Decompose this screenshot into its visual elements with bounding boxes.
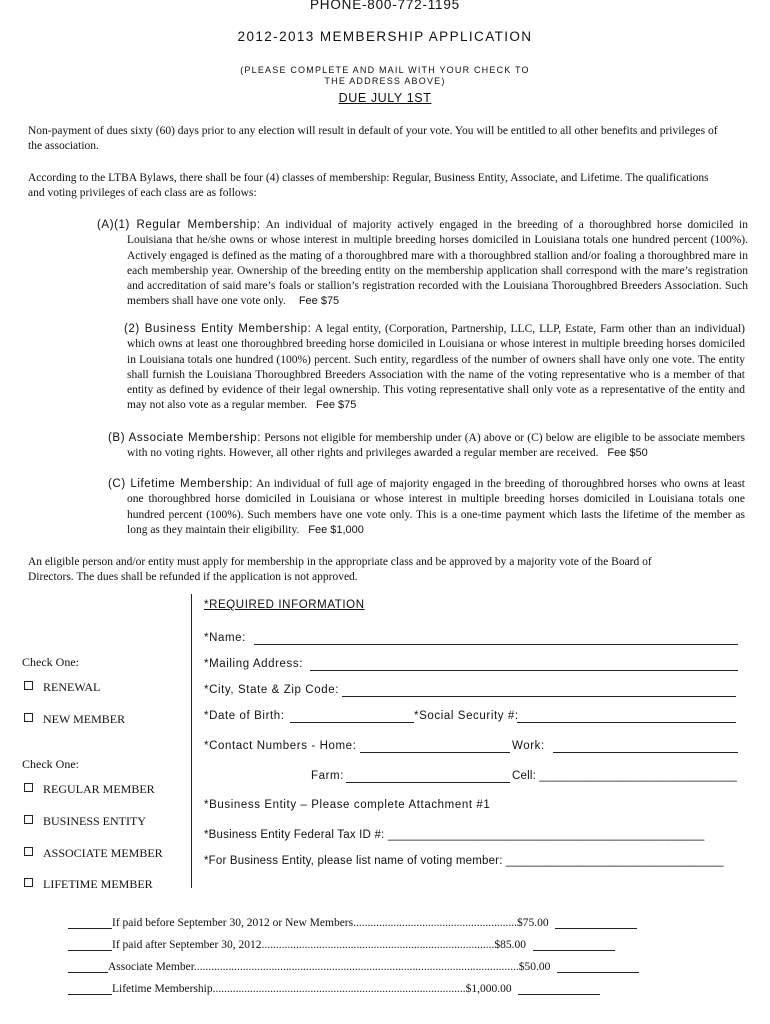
checkbox-icon[interactable] [24,847,33,856]
payment-amount-blank[interactable] [555,928,637,929]
class-associate-fee: Fee $50 [607,447,648,460]
instruction-line-2: THE ADDRESS ABOVE) [324,76,446,86]
eligibility-paragraph: An eligible person and/or entity must apply for membership in the appropriate class and be approved by a majority vote of the Board of Directors. The dues shall be refunded if the application is not approved. [28,556,652,584]
dob-label: *Date of Birth: [204,710,285,722]
class-regular-fee: Fee $75 [298,295,340,308]
checkbox-associate-member[interactable]: ASSOCIATE MEMBER [24,846,163,861]
class-regular-text: An individual of majority actively engaged in the breeding of a thoroughbred horse domiciled in Louisiana that he/she owns or whose interest in multiple breeding horses domiciled in Louisiana totals one hundred percent (100%). Actively engaged is defined as the mating of a thoroughbred mare with a thoroughbred stallion and/or foaling a thoroughbred mare in each membership year. Ownership of the breeding entity on the membership application shall correspond with the mare’s registration and accreditation of said mare’s foals or stallion’s registration recorded with the Louisiana Thoroughbred Breeders Association. Such members shall have one vote only. [127,219,748,308]
payment-row: If paid after September 30, 2012.................................................................................$85.00 [68,939,708,953]
class-associate-label: (B) Associate Membership: [108,432,262,444]
instruction-line-1: (PLEASE COMPLETE AND MAIL WITH YOUR CHECK TO [240,65,530,75]
payment-check-blank[interactable] [68,928,112,929]
payment-check-blank[interactable] [68,994,112,995]
class-lifetime-text: An individual of full age of majority engaged in the breeding of thoroughbred horses who owns at least one thoroughbred horse domiciled in Louisiana or whose interest in multiple breeding horses domiciled in Louisiana totals one hundred percent (100%). Such members have one vote only. This is a one-time payment which lasts the lifetime of the member as long as they maintain their eligibility. [127,478,745,536]
checkbox-lifetime-member[interactable]: LIFETIME MEMBER [24,877,153,892]
payment-check-blank[interactable] [68,972,108,973]
due-date: DUE JULY 1ST [338,91,432,105]
class-business-label: (2) Business Entity Membership: [124,323,312,335]
voting-member-field[interactable]: *For Business Entity, please list name of voting member: _________________________________ [204,855,724,867]
checkbox-icon[interactable] [24,783,33,792]
ssn-field[interactable] [517,722,736,723]
city-state-zip-label: *City, State & Zip Code: [204,684,339,696]
checkbox-business-entity[interactable]: BUSINESS ENTITY [24,814,146,829]
business-attachment-note: *Business Entity – Please complete Attachment #1 [204,799,491,811]
mailing-address-field[interactable] [310,670,738,671]
payment-amount-blank[interactable] [533,950,615,951]
class-associate-text: Persons not eligible for membership under (A) above or (C) below are eligible to be associate members with no voting rights. However, all other rights and privileges awarded a regular member are received. [127,432,745,460]
dob-field[interactable] [290,722,414,723]
checkbox-icon[interactable] [24,713,33,722]
class-lifetime-fee: Fee $1,000 [308,523,364,536]
payment-amount-blank[interactable] [557,972,639,973]
class-regular [97,218,748,310]
payment-amount-blank[interactable] [518,994,600,995]
farm-phone-field[interactable] [346,782,510,783]
farm-label: Farm: [311,770,345,782]
check-one-heading-2: Check One: [22,757,79,771]
form-divider [191,594,192,888]
checkbox-new-member[interactable]: NEW MEMBER [24,712,125,727]
page-title: 2012-2013 MEMBERSHIP APPLICATION [237,29,533,44]
contact-home-label: *Contact Numbers - Home: [204,740,357,752]
class-business-fee: Fee $75 [315,399,357,412]
tax-id-field[interactable]: *Business Entity Federal Tax ID #: ________________________________________________ [204,829,705,841]
payment-row: Associate Member.................................................................................................................$50.00 [68,961,708,975]
checkbox-icon[interactable] [24,681,33,690]
phone-number: PHONE-800-772-1195 [310,0,460,12]
class-business-text: A legal entity, (Corporation, Partnership, LLC, LLP, Estate, Farm other than an individual) which owns at least one thoroughbred breeding horse domiciled in Louisiana or whose interest in multiple breeding horses domiciled in Louisiana totals one hundred (100%) percent. Such entity, regardless of the number of owners shall have only one vote. The entity shall furnish the Louisiana Thoroughbred Breeders Association with the name of the voting representative who is a member of that entity as defined by evidence of their legal ownership. This voting representative shall only vote as a representative of the entity and may not also vote as a regular member. [127,323,745,412]
class-regular-label: (A)(1) Regular Membership: [97,219,261,231]
payment-row: Lifetime Membership........................................................................................$1,000.00 [68,983,708,997]
mailing-address-label: *Mailing Address: [204,658,304,670]
check-one-heading-1: Check One: [22,655,79,669]
class-associate [108,431,745,462]
class-lifetime-label: (C) Lifetime Membership: [108,478,254,490]
cell-label[interactable]: Cell: ______________________________ [512,770,738,782]
checkbox-renewal[interactable]: RENEWAL [24,680,100,695]
class-business [124,322,745,414]
work-label: Work: [512,740,545,752]
intro-paragraph-2: According to the LTBA Bylaws, there shall be four (4) classes of membership: Regular, Business Entity, Associate, and Lifetime. The qualifications and voting privileges of each class are as follows: [28,172,709,200]
name-field[interactable] [254,644,738,645]
payment-check-blank[interactable] [68,950,112,951]
work-phone-field[interactable] [553,752,738,753]
checkbox-regular-member[interactable]: REGULAR MEMBER [24,782,155,797]
checkbox-icon[interactable] [24,815,33,824]
class-lifetime [108,477,745,538]
required-info-heading: *REQUIRED INFORMATION [204,599,365,611]
ssn-label: *Social Security #: [414,710,519,722]
payment-row: If paid before September 30, 2012 or New Members.........................................................$75.00 [68,917,708,931]
city-state-zip-field[interactable] [342,696,736,697]
checkbox-icon[interactable] [24,878,33,887]
name-label: *Name: [204,632,246,644]
intro-paragraph-1: Non-payment of dues sixty (60) days prior to any election will result in default of your vote. You will be entitled to all other benefits and privileges of the association. [28,125,718,153]
home-phone-field[interactable] [360,752,510,753]
